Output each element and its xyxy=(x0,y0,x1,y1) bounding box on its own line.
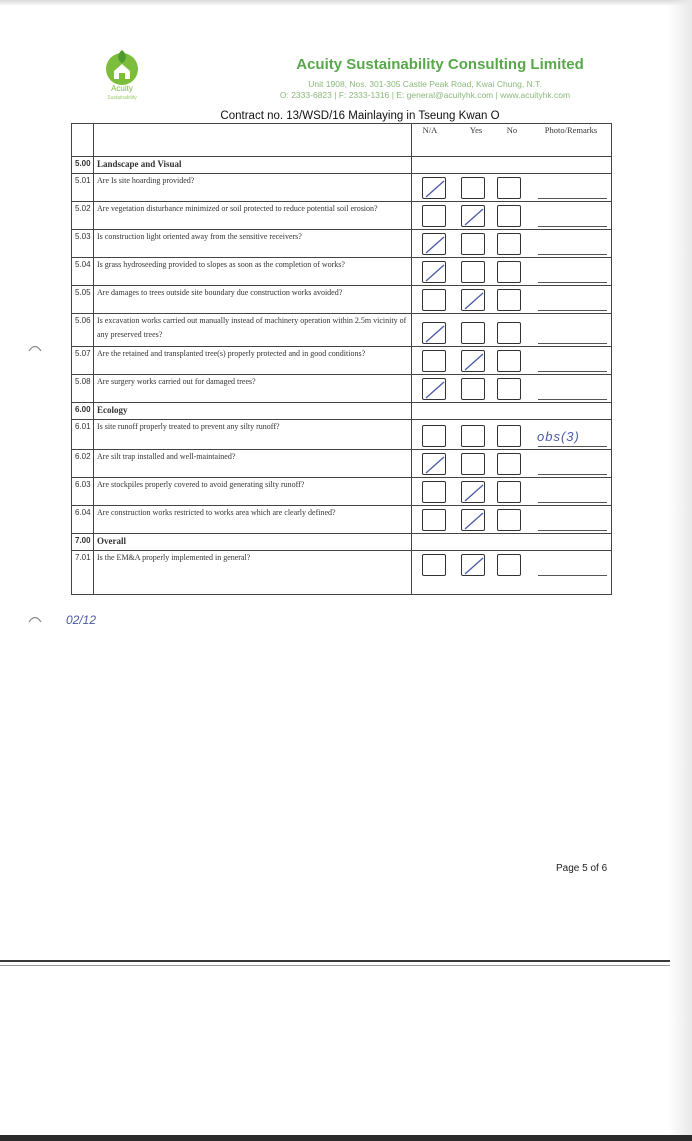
checklist-table xyxy=(71,123,612,595)
table-border-top xyxy=(71,123,612,124)
check-mark-icon xyxy=(462,555,486,577)
question-text: Are surgery works carried out for damaged trees? xyxy=(97,377,256,386)
column-header-no: No xyxy=(506,125,518,135)
row-number: 5.07 xyxy=(75,349,91,358)
scan-rule xyxy=(0,965,670,966)
margin-mark xyxy=(28,615,42,623)
scan-rule xyxy=(0,960,670,962)
logo-subtitle: Sustainability xyxy=(107,95,137,101)
checkbox-na[interactable] xyxy=(422,425,446,447)
checkbox-yes[interactable] xyxy=(461,425,485,447)
remarks-line[interactable] xyxy=(538,310,607,311)
question-text: Is grass hydroseeding provided to slopes as soon as the completion of works? xyxy=(97,260,345,269)
company-name: Acuity Sustainability Consulting Limited xyxy=(296,56,584,73)
remarks-line[interactable] xyxy=(538,575,607,576)
checkbox-no[interactable] xyxy=(497,509,521,531)
check-mark-icon xyxy=(462,351,486,373)
question-text: Are construction works restricted to works area which are clearly defined? xyxy=(97,508,336,517)
checkbox-yes[interactable] xyxy=(461,453,485,475)
checkbox-yes[interactable] xyxy=(461,481,485,503)
question-text: Are damages to trees outside site boundary due construction works avoided? xyxy=(97,288,343,297)
section-title: Overall xyxy=(97,536,126,546)
checkbox-na[interactable] xyxy=(422,350,446,372)
row-number: 5.02 xyxy=(75,204,91,213)
margin-mark xyxy=(28,344,42,352)
row-number: 6.04 xyxy=(75,508,91,517)
scan-edge-top xyxy=(0,0,692,6)
checkbox-na[interactable] xyxy=(422,177,446,199)
column-header-na: N/A xyxy=(422,125,438,135)
row-number: 5.03 xyxy=(75,232,91,241)
checkbox-yes[interactable] xyxy=(461,509,485,531)
contact-line: O: 2333-6823 | F: 2333-1316 | E: general@acuityhk.com | www.acuityhk.com xyxy=(279,90,571,100)
remarks-line[interactable] xyxy=(538,254,607,255)
question-text: Are Is site hoarding provided? xyxy=(97,176,195,185)
checkbox-no[interactable] xyxy=(497,289,521,311)
checkbox-no[interactable] xyxy=(497,554,521,576)
row-number: 5.05 xyxy=(75,288,91,297)
num-column-divider xyxy=(93,123,94,595)
checkbox-na[interactable] xyxy=(422,481,446,503)
question-text: Is the EM&A properly implemented in general? xyxy=(97,553,251,562)
checkbox-na[interactable] xyxy=(422,453,446,475)
remarks-line[interactable] xyxy=(538,502,607,503)
check-mark-icon xyxy=(462,290,486,312)
question-text: Is construction light oriented away from the sensitive receivers? xyxy=(97,232,302,241)
row-number: 5.06 xyxy=(75,316,91,325)
remarks-line[interactable] xyxy=(538,371,607,372)
checkbox-yes[interactable] xyxy=(461,177,485,199)
question-text: Are stockpiles properly covered to avoid generating silty runoff? xyxy=(97,480,305,489)
checkbox-na[interactable] xyxy=(422,205,446,227)
question-text: Are vegetation disturbance minimized or soil protected to reduce potential soil erosion? xyxy=(97,204,378,213)
checkbox-no[interactable] xyxy=(497,481,521,503)
check-mark-icon xyxy=(423,454,447,476)
question-text: Are the retained and transplanted tree(s) properly protected and in good conditions? xyxy=(97,349,366,358)
section-title: Landscape and Visual xyxy=(97,159,182,169)
row-number: 5.00 xyxy=(75,159,91,168)
handwritten-note: 02/12 xyxy=(66,613,97,627)
table-border-right xyxy=(611,123,612,595)
remarks-line[interactable] xyxy=(538,474,607,475)
scan-edge-bottom xyxy=(0,1135,692,1141)
company-address xyxy=(240,79,610,101)
row-number: 7.00 xyxy=(75,536,91,545)
contract-title: Contract no. 13/WSD/16 Mainlaying in Tseung Kwan O xyxy=(220,110,500,122)
table-border-left xyxy=(71,123,72,595)
question-text: Is site runoff properly treated to prevent any silty runoff? xyxy=(97,422,280,431)
checkbox-na[interactable] xyxy=(422,378,446,400)
checkbox-no[interactable] xyxy=(497,322,521,344)
column-header-remarks: Photo/Remarks xyxy=(544,125,598,135)
remarks-line[interactable] xyxy=(538,530,607,531)
section-title: Ecology xyxy=(97,405,128,415)
check-mark-icon xyxy=(462,206,486,228)
checkbox-no[interactable] xyxy=(497,177,521,199)
checkbox-no[interactable] xyxy=(497,233,521,255)
check-mark-icon xyxy=(423,234,447,256)
row-number: 7.01 xyxy=(75,553,91,562)
checkbox-na[interactable] xyxy=(422,322,446,344)
check-mark-icon xyxy=(462,482,486,504)
check-mark-icon xyxy=(423,323,447,345)
column-header-yes: Yes xyxy=(469,125,483,135)
remarks-line[interactable] xyxy=(538,343,607,344)
checkbox-no[interactable] xyxy=(497,378,521,400)
remarks-line[interactable] xyxy=(538,198,607,199)
question-text: Are silt trap installed and well-maintained? xyxy=(97,452,236,461)
checkbox-no[interactable] xyxy=(497,425,521,447)
checkbox-yes[interactable] xyxy=(461,322,485,344)
row-number: 6.01 xyxy=(75,422,91,431)
table-border-bottom xyxy=(71,594,612,595)
checkbox-na[interactable] xyxy=(422,289,446,311)
checkbox-no[interactable] xyxy=(497,261,521,283)
checkbox-no[interactable] xyxy=(497,350,521,372)
checkbox-yes[interactable] xyxy=(461,261,485,283)
row-number: 6.03 xyxy=(75,480,91,489)
scan-edge-right xyxy=(668,0,692,1141)
remarks-line[interactable] xyxy=(538,446,607,447)
question-text: Is excavation works carried out manually instead of machinery operation within 2.5m vicinity of any preserved trees? xyxy=(97,316,407,339)
remarks-line[interactable] xyxy=(538,282,607,283)
remarks-line[interactable] xyxy=(538,226,607,227)
address-line: Unit 1908, Nos. 301-305 Castle Peak Road, Kwai Chung, N.T. xyxy=(308,79,542,89)
page-number: Page 5 of 6 xyxy=(556,863,608,874)
check-mark-icon xyxy=(423,262,447,284)
checkbox-na[interactable] xyxy=(422,233,446,255)
checkbox-yes[interactable] xyxy=(461,205,485,227)
checkbox-yes[interactable] xyxy=(461,378,485,400)
checkbox-na[interactable] xyxy=(422,554,446,576)
checkbox-na[interactable] xyxy=(422,261,446,283)
row-number: 5.04 xyxy=(75,260,91,269)
logo-wordmark: Acuity xyxy=(111,84,133,93)
checkbox-yes[interactable] xyxy=(461,233,485,255)
row-number: 5.08 xyxy=(75,377,91,386)
checkbox-yes[interactable] xyxy=(461,350,485,372)
checkbox-no[interactable] xyxy=(497,205,521,227)
check-mark-icon xyxy=(462,510,486,532)
check-mark-icon xyxy=(423,379,447,401)
remarks-line[interactable] xyxy=(538,399,607,400)
row-number: 5.01 xyxy=(75,176,91,185)
checkbox-yes[interactable] xyxy=(461,554,485,576)
check-mark-icon xyxy=(423,178,447,200)
checkbox-yes[interactable] xyxy=(461,289,485,311)
remark-handwritten: obs(3) xyxy=(537,429,580,444)
row-number: 6.00 xyxy=(75,405,91,414)
checkbox-no[interactable] xyxy=(497,453,521,475)
checkbox-na[interactable] xyxy=(422,509,446,531)
row-number: 6.02 xyxy=(75,452,91,461)
